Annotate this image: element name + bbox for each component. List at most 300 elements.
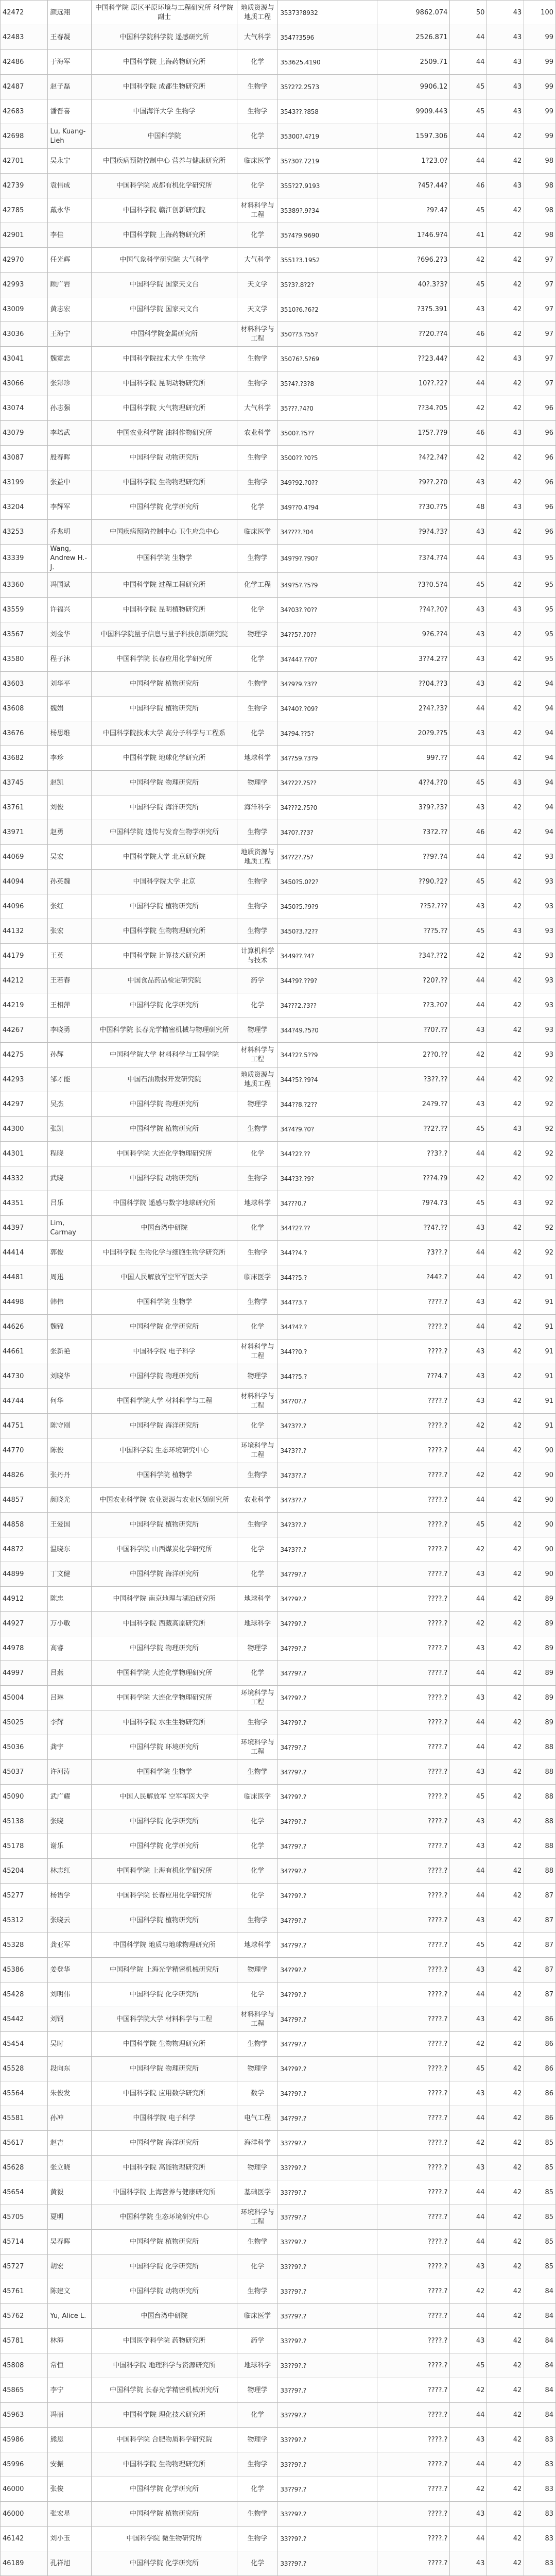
name-cell: 温晓东 [48, 1537, 92, 1562]
score-cell: 92 [524, 1142, 556, 1166]
name-cell: 龚亚军 [48, 1933, 92, 1958]
count-b-cell: 42 [487, 1661, 524, 1686]
count-b-cell: 42 [487, 273, 524, 297]
discipline-cell: 生物学 [237, 470, 278, 495]
count-a-cell: 44 [450, 1142, 487, 1166]
name-cell: 任光辉 [48, 248, 92, 273]
hindex-cell: 3?9?.?3? [377, 795, 450, 820]
score-cell: 91 [524, 1340, 556, 1364]
discipline-cell: 化学 [237, 174, 278, 198]
rank-cell: 42993 [1, 273, 48, 297]
rank-cell: 43745 [1, 771, 48, 795]
count-a-cell: 43 [450, 1290, 487, 1315]
score-cell: 84 [524, 2378, 556, 2403]
citation-score-cell: 33??9?.? [278, 2279, 377, 2304]
citation-score-cell: 349?92.?0?? [278, 470, 377, 495]
institution-cell: 中国科学院 化学研究所 [92, 495, 237, 520]
name-cell: 王英 [48, 944, 92, 969]
discipline-cell: 环境科学与工程 [237, 1438, 278, 1463]
count-b-cell: 42 [487, 1735, 524, 1760]
hindex-cell: ?9?.4? [377, 198, 450, 223]
count-a-cell: 43 [450, 2329, 487, 2353]
score-cell: 96 [524, 470, 556, 495]
count-b-cell: 42 [487, 2131, 524, 2156]
score-cell: 97 [524, 371, 556, 396]
table-body [1, 1, 556, 2576]
name-cell: 李珍 [48, 746, 92, 771]
score-cell: 91 [524, 1364, 556, 1389]
discipline-cell: 地球科学 [237, 746, 278, 771]
score-cell: 88 [524, 1834, 556, 1859]
hindex-cell: ????.? [377, 2081, 450, 2106]
institution-cell: 中国农业科学院 油料作物研究所 [92, 421, 237, 446]
hindex-cell: ????.? [377, 1612, 450, 1636]
table-row [1, 1142, 556, 1166]
hindex-cell: ????.? [377, 1562, 450, 1587]
discipline-cell: 化学 [237, 598, 278, 622]
table-row [1, 545, 556, 573]
institution-cell: 中国科学院 地球化学研究所 [92, 746, 237, 771]
table-row [1, 421, 556, 446]
table-row [1, 1785, 556, 1809]
citation-score-cell: 33??9?.? [278, 2205, 377, 2230]
count-a-cell: 45 [450, 771, 487, 795]
citation-score-cell: 34??9?.? [278, 1834, 377, 1859]
count-a-cell: 45 [450, 1117, 487, 1142]
discipline-cell: 临床医学 [237, 1265, 278, 1290]
institution-cell: 中国疾病预防控制中心 卫生应急中心 [92, 520, 237, 545]
table-row [1, 2057, 556, 2081]
rank-cell: 44997 [1, 1661, 48, 1686]
name-cell: Lim, Carmay [48, 1216, 92, 1241]
rank-cell: 44212 [1, 969, 48, 993]
hindex-cell: 2??0.?? [377, 1043, 450, 1067]
institution-cell: 中国科学院大学 北京研究院 [92, 845, 237, 870]
count-b-cell: 42 [487, 1884, 524, 1908]
discipline-cell: 化学 [237, 223, 278, 248]
institution-cell: 中国科学院 上海药物研究所 [92, 50, 237, 75]
discipline-cell: 生物学 [237, 697, 278, 721]
count-b-cell: 42 [487, 2279, 524, 2304]
score-cell: 99 [524, 25, 556, 50]
name-cell: 颜远翔 [48, 1, 92, 25]
table-row [1, 746, 556, 771]
hindex-cell: ????.? [377, 1636, 450, 1661]
table-row [1, 795, 556, 820]
name-cell: 刘俊 [48, 795, 92, 820]
citation-score-cell: 33??9?.? [278, 2230, 377, 2255]
count-b-cell: 42 [487, 248, 524, 273]
table-row [1, 2205, 556, 2230]
citation-score-cell: 344?5?.?9?4 [278, 1067, 377, 1092]
discipline-cell: 地质资源与地质工程 [237, 845, 278, 870]
count-a-cell: 44 [450, 2205, 487, 2230]
hindex-cell: 4??4.??0 [377, 771, 450, 795]
score-cell: 99 [524, 124, 556, 149]
citation-score-cell: 344?4?.? [278, 1315, 377, 1340]
rank-cell: 44744 [1, 1389, 48, 1414]
citation-score-cell: 34??9?.? [278, 2032, 377, 2057]
name-cell: 丁文健 [48, 1562, 92, 1587]
count-a-cell: 44 [450, 124, 487, 149]
table-row [1, 573, 556, 598]
discipline-cell: 化学 [237, 1414, 278, 1438]
institution-cell: 中国科学院技术大学 生物学 [92, 347, 237, 371]
count-b-cell: 42 [487, 2378, 524, 2403]
citation-score-cell: 34?3??.? [278, 1488, 377, 1513]
institution-cell: 中国科学院 植物研究所 [92, 697, 237, 721]
count-b-cell: 42 [487, 697, 524, 721]
score-cell: 93 [524, 894, 556, 919]
count-b-cell: 42 [487, 1562, 524, 1587]
rank-cell: 44927 [1, 1612, 48, 1636]
institution-cell: 中国科学院 化学研究所 [92, 2255, 237, 2279]
score-cell: 88 [524, 1785, 556, 1809]
score-cell: 83 [524, 2428, 556, 2452]
discipline-cell: 农业科学 [237, 421, 278, 446]
institution-cell: 中国科学院 化学研究所 [92, 993, 237, 1018]
citation-score-cell: 344??4.? [278, 1241, 377, 1265]
hindex-cell: ????.? [377, 2353, 450, 2378]
hindex-cell: 24?9.?? [377, 1092, 450, 1117]
institution-cell: 中国科学院 原区平原环境与工程研究所 科学院副士 [92, 1, 237, 25]
citation-score-cell: 34??0?.? [278, 1389, 377, 1414]
rank-cell: 44872 [1, 1537, 48, 1562]
discipline-cell: 生物学 [237, 75, 278, 99]
discipline-cell: 物理学 [237, 2428, 278, 2452]
name-cell: 魏锦 [48, 1315, 92, 1340]
citation-score-cell: 344?3?.?9? [278, 1166, 377, 1191]
count-a-cell: 42 [450, 1612, 487, 1636]
institution-cell: 中国科学院 国家天文台 [92, 273, 237, 297]
citation-score-cell: 34??9?.? [278, 2081, 377, 2106]
hindex-cell: ????.? [377, 1661, 450, 1686]
table-row [1, 1216, 556, 1241]
citation-score-cell: 33??9?.? [278, 2156, 377, 2180]
discipline-cell: 化学 [237, 1982, 278, 2007]
table-row [1, 2230, 556, 2255]
discipline-cell: 地球科学 [237, 2353, 278, 2378]
institution-cell: 中国科学院 生物物理研究所 [92, 470, 237, 495]
name-cell: 刘钢 [48, 2007, 92, 2032]
hindex-cell: ????.? [377, 1933, 450, 1958]
score-cell: 90 [524, 1562, 556, 1587]
count-a-cell: 42 [450, 2131, 487, 2156]
count-b-cell: 43 [487, 919, 524, 944]
score-cell: 95 [524, 622, 556, 647]
rank-cell: 45004 [1, 1686, 48, 1710]
hindex-cell: ????.? [377, 1414, 450, 1438]
citation-score-cell: 35?30?.7219 [278, 149, 377, 174]
institution-cell: 中国科学院 植物研究所 [92, 894, 237, 919]
rank-cell: 44297 [1, 1092, 48, 1117]
count-a-cell: 43 [450, 1018, 487, 1043]
citation-score-cell: 33??9?.? [278, 2502, 377, 2527]
name-cell: 于海军 [48, 50, 92, 75]
count-b-cell: 42 [487, 1488, 524, 1513]
rank-cell: 45761 [1, 2279, 48, 2304]
score-cell: 86 [524, 2081, 556, 2106]
count-b-cell: 42 [487, 2428, 524, 2452]
table-row [1, 1364, 556, 1389]
hindex-cell: ?9?4.?3? [377, 520, 450, 545]
count-a-cell: 44 [450, 1241, 487, 1265]
name-cell: 张红 [48, 894, 92, 919]
score-cell: 89 [524, 1710, 556, 1735]
rank-cell: 44912 [1, 1587, 48, 1612]
institution-cell: 中国科学院 海洋研究所 [92, 2131, 237, 2156]
count-b-cell: 42 [487, 1933, 524, 1958]
citation-score-cell: 34?4?9.?0? [278, 1117, 377, 1142]
discipline-cell: 物理学 [237, 771, 278, 795]
table-row [1, 1908, 556, 1933]
institution-cell: 中国科学院 植物研究所 [92, 1513, 237, 1537]
discipline-cell: 材料科学与工程 [237, 322, 278, 347]
count-b-cell: 42 [487, 149, 524, 174]
table-row [1, 1982, 556, 2007]
institution-cell: 中国科学院 大连化学物理研究所 [92, 1142, 237, 1166]
rank-cell: 42683 [1, 99, 48, 124]
count-b-cell: 42 [487, 2304, 524, 2329]
count-b-cell: 42 [487, 1513, 524, 1537]
score-cell: 87 [524, 1958, 556, 1982]
table-row [1, 297, 556, 322]
count-b-cell: 43 [487, 174, 524, 198]
score-cell: 85 [524, 2156, 556, 2180]
table-row [1, 2403, 556, 2428]
score-cell: 93 [524, 870, 556, 894]
institution-cell: 中国科学院 生物学 [92, 1760, 237, 1785]
rank-cell: 42483 [1, 25, 48, 50]
count-b-cell: 43 [487, 598, 524, 622]
institution-cell: 中国科学院 生物学 [92, 545, 237, 573]
count-b-cell: 42 [487, 1092, 524, 1117]
institution-cell: 中国科学院 电子科学 [92, 1340, 237, 1364]
table-row [1, 1587, 556, 1612]
count-a-cell: 43 [450, 721, 487, 746]
discipline-cell: 化学 [237, 2551, 278, 2576]
count-a-cell: 44 [450, 149, 487, 174]
name-cell: 许福兴 [48, 598, 92, 622]
hindex-cell: ?20?.?? [377, 969, 450, 993]
name-cell: 胡宏 [48, 2255, 92, 2279]
table-row [1, 1414, 556, 1438]
discipline-cell: 基础医学 [237, 2180, 278, 2205]
discipline-cell: 药学 [237, 2329, 278, 2353]
discipline-cell: 化学 [237, 50, 278, 75]
hindex-cell: ?3?0.5?4 [377, 573, 450, 598]
institution-cell: 中国科学院 大气物理研究所 [92, 396, 237, 421]
rank-cell: 45036 [1, 1735, 48, 1760]
rank-cell: 43074 [1, 396, 48, 421]
table-row [1, 1, 556, 25]
institution-cell: 中国科学院 海洋研究所 [92, 795, 237, 820]
institution-cell: 中国科学院 生态环境研究中心 [92, 2205, 237, 2230]
table-row [1, 2032, 556, 2057]
table-row [1, 622, 556, 647]
citation-score-cell: 344?49.?5?0 [278, 1018, 377, 1043]
hindex-cell: ??90.?2? [377, 870, 450, 894]
name-cell: 程晓 [48, 1142, 92, 1166]
table-row [1, 322, 556, 347]
score-cell: 88 [524, 1859, 556, 1884]
count-a-cell: 45 [450, 198, 487, 223]
discipline-cell: 化学 [237, 2403, 278, 2428]
score-cell: 92 [524, 1241, 556, 1265]
citation-score-cell: 3500??.?0?5 [278, 446, 377, 470]
table-row [1, 223, 556, 248]
discipline-cell: 化学 [237, 1859, 278, 1884]
count-a-cell: 42 [450, 347, 487, 371]
table-row [1, 446, 556, 470]
score-cell: 85 [524, 2255, 556, 2279]
hindex-cell: ????.? [377, 2007, 450, 2032]
discipline-cell: 材料科学与工程 [237, 2007, 278, 2032]
name-cell: 赵子磊 [48, 75, 92, 99]
count-a-cell: 45 [450, 1933, 487, 1958]
rank-cell: 45617 [1, 2131, 48, 2156]
name-cell: 潘晋喜 [48, 99, 92, 124]
score-cell: 93 [524, 919, 556, 944]
rank-cell: 43682 [1, 746, 48, 771]
institution-cell: 中国科学院 生物物理研究所 [92, 919, 237, 944]
table-row [1, 2180, 556, 2205]
citation-score-cell: 34??9?.? [278, 1735, 377, 1760]
institution-cell: 中国科学院大学 材料科学与工程 [92, 1389, 237, 1414]
score-cell: 90 [524, 1537, 556, 1562]
institution-cell: 中国科学院大学 材料科学与工程 [92, 2007, 237, 2032]
count-a-cell: 45 [450, 99, 487, 124]
institution-cell: 中国科学院 植物研究所 [92, 1908, 237, 1933]
count-b-cell: 42 [487, 1340, 524, 1364]
name-cell: 吴杰 [48, 1092, 92, 1117]
discipline-cell: 化学 [237, 1884, 278, 1908]
table-row [1, 647, 556, 672]
score-cell: 99 [524, 99, 556, 124]
rank-cell: 44096 [1, 894, 48, 919]
institution-cell: 中国科学院 化学研究所 [92, 1834, 237, 1859]
score-cell: 85 [524, 2230, 556, 2255]
count-b-cell: 42 [487, 1982, 524, 2007]
citation-score-cell: 34??9?.? [278, 1710, 377, 1735]
score-cell: 100 [524, 1, 556, 25]
citation-score-cell: 344??8.?2?? [278, 1092, 377, 1117]
count-b-cell: 42 [487, 1958, 524, 1982]
discipline-cell: 生物学 [237, 2502, 278, 2527]
institution-cell: 中国科学院 应用数学研究所 [92, 2081, 237, 2106]
count-a-cell: 44 [450, 1982, 487, 2007]
rank-cell: 43087 [1, 446, 48, 470]
count-b-cell: 42 [487, 2205, 524, 2230]
name-cell: 吕燕 [48, 1661, 92, 1686]
table-row [1, 1463, 556, 1488]
institution-cell: 中国科学院 水生生物研究所 [92, 1710, 237, 1735]
citation-score-cell: 34??9?.? [278, 2007, 377, 2032]
table-row [1, 919, 556, 944]
discipline-cell: 临床医学 [237, 149, 278, 174]
discipline-cell: 农业科学 [237, 1488, 278, 1513]
score-cell: 96 [524, 421, 556, 446]
table-row [1, 1735, 556, 1760]
discipline-cell: 药学 [237, 969, 278, 993]
count-b-cell: 42 [487, 1389, 524, 1414]
score-cell: 90 [524, 1513, 556, 1537]
count-a-cell: 50 [450, 1, 487, 25]
institution-cell: 中国石油勘探开发研究院 [92, 1067, 237, 1092]
discipline-cell: 大气科学 [237, 25, 278, 50]
count-a-cell: 44 [450, 1265, 487, 1290]
count-b-cell: 42 [487, 1908, 524, 1933]
score-cell: 94 [524, 795, 556, 820]
score-cell: 96 [524, 520, 556, 545]
name-cell: 吴春晖 [48, 2230, 92, 2255]
citation-score-cell: 34??9?.? [278, 1982, 377, 2007]
discipline-cell: 地球科学 [237, 1587, 278, 1612]
citation-score-cell: 34??9?.? [278, 1809, 377, 1834]
count-b-cell: 42 [487, 223, 524, 248]
score-cell: 96 [524, 396, 556, 421]
name-cell: 万小敏 [48, 1612, 92, 1636]
discipline-cell: 化学 [237, 1142, 278, 1166]
count-b-cell: 42 [487, 2551, 524, 2576]
rank-cell: 42739 [1, 174, 48, 198]
citation-score-cell: 349?5?.?5?9 [278, 573, 377, 598]
score-cell: 98 [524, 149, 556, 174]
discipline-cell: 地球科学 [237, 1933, 278, 1958]
count-b-cell: 43 [487, 771, 524, 795]
discipline-cell: 化学工程 [237, 573, 278, 598]
hindex-cell: ????.? [377, 2304, 450, 2329]
count-b-cell: 42 [487, 1265, 524, 1290]
discipline-cell: 化学 [237, 495, 278, 520]
rank-cell: 43580 [1, 647, 48, 672]
discipline-cell: 物理学 [237, 1018, 278, 1043]
count-a-cell: 44 [450, 2403, 487, 2428]
discipline-cell: 物理学 [237, 1958, 278, 1982]
hindex-cell: 9862.074 [377, 1, 450, 25]
count-a-cell: 43 [450, 1760, 487, 1785]
rank-cell: 43204 [1, 495, 48, 520]
institution-cell: 中国科学院 生物学 [92, 1290, 237, 1315]
name-cell: 乔兆明 [48, 520, 92, 545]
institution-cell: 中国科学院量子信息与量子科技创新研究院 [92, 622, 237, 647]
hindex-cell: 20?9.??5 [377, 721, 450, 746]
score-cell: 89 [524, 1686, 556, 1710]
count-b-cell: 42 [487, 2329, 524, 2353]
table-row [1, 2304, 556, 2329]
count-a-cell: 44 [450, 2106, 487, 2131]
count-a-cell: 43 [450, 1809, 487, 1834]
citation-score-cell: 34??9?.? [278, 2057, 377, 2081]
hindex-cell: ????.? [377, 1710, 450, 1735]
hindex-cell: ????.? [377, 1785, 450, 1809]
discipline-cell: 化学 [237, 1834, 278, 1859]
name-cell: 张凯 [48, 1117, 92, 1142]
rank-cell: 42698 [1, 124, 48, 149]
discipline-cell: 临床医学 [237, 520, 278, 545]
institution-cell: 中国农业科学院 农业资源与农业区划研究所 [92, 1488, 237, 1513]
discipline-cell: 化学 [237, 1315, 278, 1340]
rank-cell: 43009 [1, 297, 48, 322]
table-row [1, 1513, 556, 1537]
count-a-cell: 44 [450, 697, 487, 721]
hindex-cell: ????.? [377, 1834, 450, 1859]
name-cell: 张丹丹 [48, 1463, 92, 1488]
name-cell: 刘小玉 [48, 2527, 92, 2551]
name-cell: 吴时 [48, 2032, 92, 2057]
count-b-cell: 42 [487, 2527, 524, 2551]
rank-cell: 43079 [1, 421, 48, 446]
